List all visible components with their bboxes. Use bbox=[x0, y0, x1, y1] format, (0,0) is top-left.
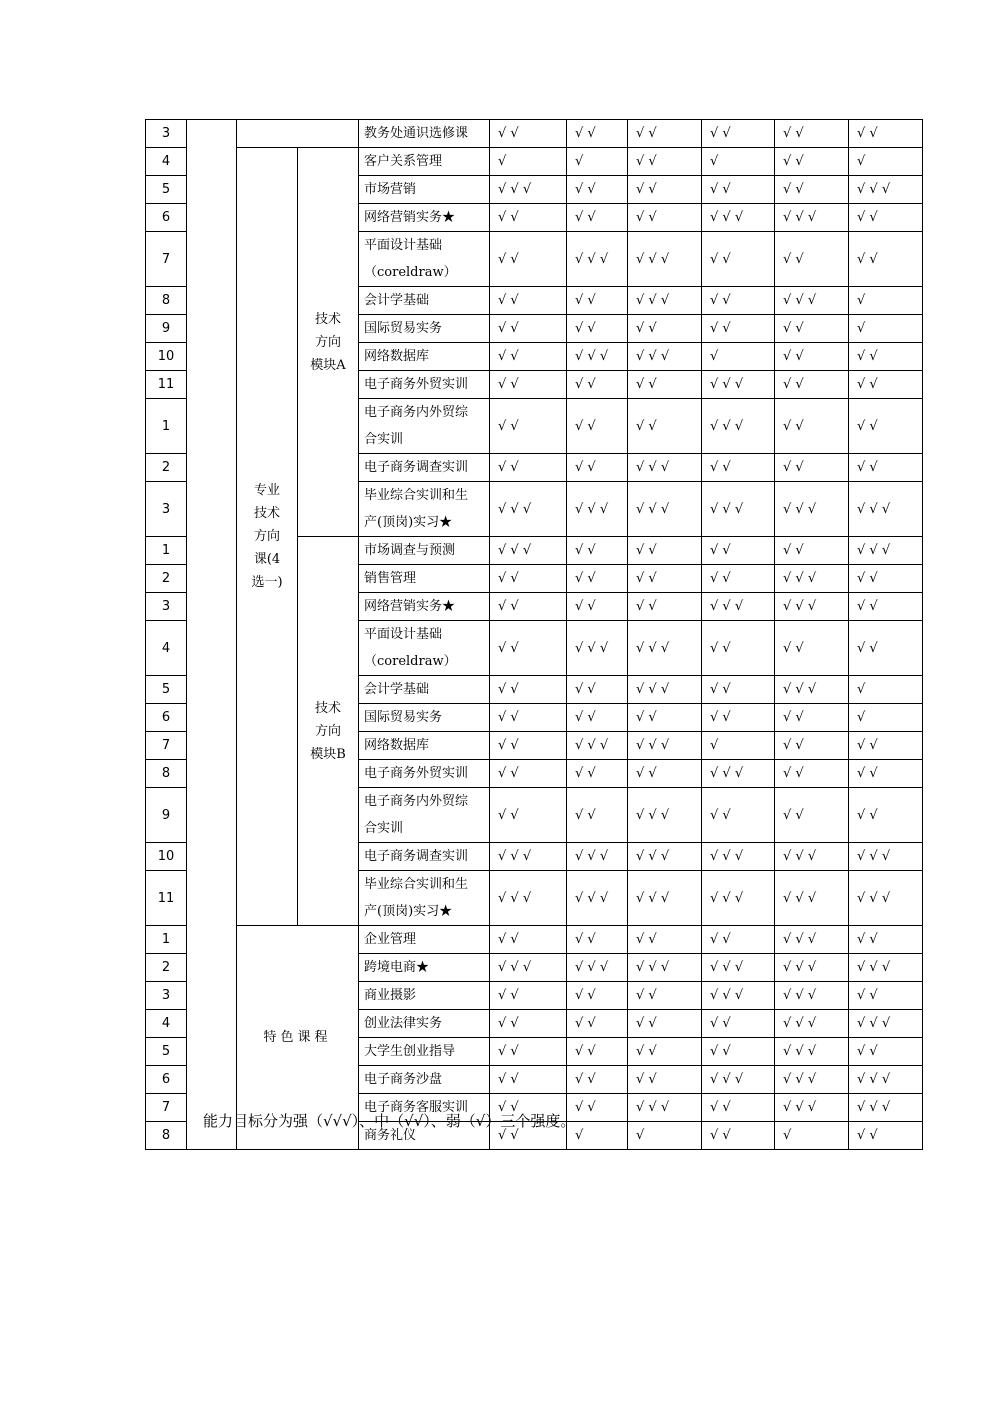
ability-mark-4: √ √ bbox=[702, 120, 775, 148]
row-number: 7 bbox=[146, 232, 187, 287]
ability-mark-3: √ √ √ bbox=[628, 732, 702, 760]
ability-mark-2: √ √ bbox=[567, 120, 628, 148]
ability-mark-5: √ √ √ bbox=[775, 565, 849, 593]
ability-mark-2: √ √ bbox=[567, 1094, 628, 1122]
course-name: 电子商务客服实训 bbox=[359, 1094, 490, 1122]
ability-mark-3: √ √ bbox=[628, 1010, 702, 1038]
ability-mark-4: √ √ √ bbox=[702, 482, 775, 537]
row-number: 7 bbox=[146, 732, 187, 760]
ability-mark-3: √ √ bbox=[628, 982, 702, 1010]
ability-mark-5: √ √ √ bbox=[775, 287, 849, 315]
ability-mark-2: √ √ √ bbox=[567, 621, 628, 676]
ability-mark-1: √ √ √ bbox=[490, 954, 567, 982]
ability-mark-3: √ √ √ bbox=[628, 621, 702, 676]
ability-mark-1: √ √ bbox=[490, 1038, 567, 1066]
ability-mark-4: √ bbox=[702, 148, 775, 176]
ability-mark-6: √ √ √ bbox=[849, 843, 923, 871]
row-number: 10 bbox=[146, 843, 187, 871]
ability-mark-5: √ √ √ bbox=[775, 482, 849, 537]
row-number: 11 bbox=[146, 371, 187, 399]
ability-mark-3: √ √ bbox=[628, 593, 702, 621]
course-name: 国际贸易实务 bbox=[359, 704, 490, 732]
ability-mark-3: √ √ √ bbox=[628, 843, 702, 871]
ability-mark-1: √ √ bbox=[490, 926, 567, 954]
footnote: 能力目标分为强（√√√）、中（√√）、弱（√）三个强度。 bbox=[203, 1112, 576, 1130]
ability-mark-5: √ √ bbox=[775, 315, 849, 343]
row-number: 1 bbox=[146, 926, 187, 954]
ability-mark-6: √ √ √ bbox=[849, 482, 923, 537]
ability-mark-1: √ √ bbox=[490, 565, 567, 593]
course-name: 平面设计基础 （coreldraw） bbox=[359, 232, 490, 287]
ability-mark-2: √ √ bbox=[567, 399, 628, 454]
ability-mark-3: √ √ √ bbox=[628, 454, 702, 482]
course-name: 毕业综合实训和生 产(顶岗)实习★ bbox=[359, 871, 490, 926]
ability-mark-1: √ √ √ bbox=[490, 871, 567, 926]
ability-mark-3: √ √ √ bbox=[628, 676, 702, 704]
ability-mark-3: √ √ bbox=[628, 120, 702, 148]
ability-mark-5: √ √ √ bbox=[775, 676, 849, 704]
row-number: 3 bbox=[146, 593, 187, 621]
ability-mark-2: √ √ bbox=[567, 315, 628, 343]
ability-mark-4: √ √ bbox=[702, 676, 775, 704]
ability-mark-1: √ √ bbox=[490, 621, 567, 676]
ability-mark-3: √ √ √ bbox=[628, 343, 702, 371]
ability-mark-2: √ √ bbox=[567, 676, 628, 704]
ability-mark-4: √ √ √ bbox=[702, 1066, 775, 1094]
ability-mark-3: √ bbox=[628, 1122, 702, 1150]
ability-mark-2: √ √ bbox=[567, 1066, 628, 1094]
ability-mark-5: √ √ √ bbox=[775, 926, 849, 954]
row-number: 8 bbox=[146, 287, 187, 315]
course-name: 毕业综合实训和生 产(顶岗)实习★ bbox=[359, 482, 490, 537]
ability-mark-5: √ √ bbox=[775, 704, 849, 732]
ability-mark-6: √ √ bbox=[849, 732, 923, 760]
ability-mark-1: √ √ bbox=[490, 760, 567, 788]
ability-mark-1: √ √ √ bbox=[490, 482, 567, 537]
ability-mark-1: √ √ bbox=[490, 371, 567, 399]
row-number: 6 bbox=[146, 704, 187, 732]
ability-mark-3: √ √ √ bbox=[628, 287, 702, 315]
row-number: 5 bbox=[146, 176, 187, 204]
course-name: 市场调查与预测 bbox=[359, 537, 490, 565]
ability-mark-6: √ √ √ bbox=[849, 1094, 923, 1122]
course-name: 商业摄影 bbox=[359, 982, 490, 1010]
ability-mark-3: √ √ √ bbox=[628, 482, 702, 537]
table-row bbox=[146, 926, 923, 954]
ability-mark-4: √ √ √ bbox=[702, 371, 775, 399]
ability-mark-4: √ √ √ bbox=[702, 982, 775, 1010]
ability-mark-3: √ √ bbox=[628, 148, 702, 176]
ability-mark-4: √ √ bbox=[702, 537, 775, 565]
ability-mark-5: √ √ bbox=[775, 454, 849, 482]
ability-mark-1: √ √ bbox=[490, 593, 567, 621]
ability-mark-4: √ √ bbox=[702, 621, 775, 676]
ability-mark-2: √ √ √ bbox=[567, 843, 628, 871]
course-name: 电子商务外贸实训 bbox=[359, 760, 490, 788]
ability-mark-6: √ √ bbox=[849, 982, 923, 1010]
ability-mark-3: √ √ bbox=[628, 399, 702, 454]
ability-mark-4: √ √ √ bbox=[702, 954, 775, 982]
ability-mark-6: √ √ √ bbox=[849, 176, 923, 204]
ability-mark-5: √ √ bbox=[775, 621, 849, 676]
ability-mark-1: √ √ bbox=[490, 399, 567, 454]
ability-mark-5: √ √ bbox=[775, 399, 849, 454]
ability-mark-3: √ √ √ bbox=[628, 1094, 702, 1122]
ability-mark-1: √ √ bbox=[490, 982, 567, 1010]
ability-mark-6: √ √ bbox=[849, 399, 923, 454]
course-name: 电子商务外贸实训 bbox=[359, 371, 490, 399]
ability-mark-5: √ √ bbox=[775, 176, 849, 204]
row-number: 3 bbox=[146, 120, 187, 148]
course-name: 电子商务内外贸综 合实训 bbox=[359, 788, 490, 843]
row-number: 3 bbox=[146, 982, 187, 1010]
ability-mark-6: √ bbox=[849, 315, 923, 343]
ability-mark-6: √ √ bbox=[849, 593, 923, 621]
ability-mark-4: √ √ bbox=[702, 1010, 775, 1038]
ability-mark-1: √ √ √ bbox=[490, 843, 567, 871]
ability-mark-4: √ √ √ bbox=[702, 871, 775, 926]
ability-mark-6: √ √ bbox=[849, 232, 923, 287]
ability-mark-2: √ √ √ bbox=[567, 232, 628, 287]
course-name: 客户关系管理 bbox=[359, 148, 490, 176]
module-a-label: 技术 方向 模块A bbox=[298, 148, 359, 537]
row-number: 3 bbox=[146, 482, 187, 537]
course-name: 网络数据库 bbox=[359, 343, 490, 371]
ability-mark-1: √ √ bbox=[490, 315, 567, 343]
category-column bbox=[187, 120, 237, 1150]
course-name: 市场营销 bbox=[359, 176, 490, 204]
ability-mark-4: √ √ √ bbox=[702, 399, 775, 454]
ability-mark-4: √ √ √ bbox=[702, 843, 775, 871]
ability-mark-1: √ √ bbox=[490, 1010, 567, 1038]
course-name: 平面设计基础 （coreldraw） bbox=[359, 621, 490, 676]
ability-mark-3: √ √ bbox=[628, 1066, 702, 1094]
ability-mark-2: √ √ bbox=[567, 1010, 628, 1038]
ability-mark-2: √ √ bbox=[567, 788, 628, 843]
ability-mark-4: √ √ √ bbox=[702, 204, 775, 232]
ability-mark-1: √ √ bbox=[490, 704, 567, 732]
ability-mark-5: √ √ bbox=[775, 371, 849, 399]
ability-mark-4: √ √ bbox=[702, 287, 775, 315]
course-name: 网络数据库 bbox=[359, 732, 490, 760]
course-name: 网络营销实务★ bbox=[359, 204, 490, 232]
course-name: 电子商务内外贸综 合实训 bbox=[359, 399, 490, 454]
course-name: 电子商务调查实训 bbox=[359, 843, 490, 871]
ability-mark-2: √ √ √ bbox=[567, 482, 628, 537]
row-number: 2 bbox=[146, 565, 187, 593]
feature-courses-label: 特色课程 bbox=[237, 926, 359, 1150]
ability-mark-6: √ √ √ bbox=[849, 871, 923, 926]
course-name: 销售管理 bbox=[359, 565, 490, 593]
ability-mark-6: √ bbox=[849, 676, 923, 704]
ability-mark-5: √ √ bbox=[775, 537, 849, 565]
ability-mark-5: √ √ √ bbox=[775, 204, 849, 232]
row-number: 7 bbox=[146, 1094, 187, 1122]
ability-mark-2: √ √ bbox=[567, 704, 628, 732]
matrix-body bbox=[146, 120, 923, 1150]
ability-mark-1: √ √ bbox=[490, 232, 567, 287]
row-number: 4 bbox=[146, 621, 187, 676]
row-number: 8 bbox=[146, 1122, 187, 1150]
row-number: 11 bbox=[146, 871, 187, 926]
ability-mark-6: √ √ bbox=[849, 565, 923, 593]
ability-mark-2: √ √ bbox=[567, 204, 628, 232]
course-ability-matrix bbox=[145, 119, 923, 1150]
general-group-cell bbox=[237, 120, 359, 148]
course-name: 国际贸易实务 bbox=[359, 315, 490, 343]
ability-mark-3: √ √ √ bbox=[628, 871, 702, 926]
table-row bbox=[146, 148, 923, 176]
ability-mark-4: √ √ √ bbox=[702, 593, 775, 621]
ability-mark-5: √ √ bbox=[775, 788, 849, 843]
course-name: 教务处通识选修课 bbox=[359, 120, 490, 148]
course-name: 电子商务调查实训 bbox=[359, 454, 490, 482]
course-name: 会计学基础 bbox=[359, 676, 490, 704]
row-number: 4 bbox=[146, 1010, 187, 1038]
ability-mark-1: √ √ bbox=[490, 732, 567, 760]
ability-mark-2: √ √ bbox=[567, 593, 628, 621]
ability-mark-5: √ √ √ bbox=[775, 1066, 849, 1094]
ability-mark-6: √ √ bbox=[849, 926, 923, 954]
ability-mark-1: √ √ bbox=[490, 676, 567, 704]
ability-mark-5: √ √ bbox=[775, 148, 849, 176]
ability-mark-5: √ √ √ bbox=[775, 982, 849, 1010]
ability-mark-3: √ √ bbox=[628, 926, 702, 954]
ability-mark-3: √ √ bbox=[628, 537, 702, 565]
ability-mark-2: √ √ √ bbox=[567, 732, 628, 760]
ability-mark-1: √ √ bbox=[490, 454, 567, 482]
ability-mark-6: √ √ √ bbox=[849, 1010, 923, 1038]
ability-mark-4: √ √ bbox=[702, 1094, 775, 1122]
ability-mark-2: √ √ bbox=[567, 537, 628, 565]
row-number: 6 bbox=[146, 1066, 187, 1094]
course-name: 跨境电商★ bbox=[359, 954, 490, 982]
ability-mark-4: √ √ bbox=[702, 1038, 775, 1066]
ability-mark-6: √ bbox=[849, 704, 923, 732]
ability-mark-5: √ √ √ bbox=[775, 843, 849, 871]
ability-mark-3: √ √ √ bbox=[628, 232, 702, 287]
ability-mark-1: √ √ √ bbox=[490, 537, 567, 565]
ability-mark-1: √ √ bbox=[490, 120, 567, 148]
ability-mark-3: √ √ bbox=[628, 760, 702, 788]
ability-mark-5: √ √ √ bbox=[775, 1094, 849, 1122]
ability-mark-2: √ √ bbox=[567, 982, 628, 1010]
ability-mark-5: √ √ bbox=[775, 760, 849, 788]
ability-mark-4: √ √ bbox=[702, 704, 775, 732]
course-name: 电子商务沙盘 bbox=[359, 1066, 490, 1094]
ability-mark-5: √ √ bbox=[775, 120, 849, 148]
ability-mark-6: √ √ bbox=[849, 204, 923, 232]
ability-mark-6: √ √ bbox=[849, 1038, 923, 1066]
course-name: 网络营销实务★ bbox=[359, 593, 490, 621]
ability-mark-3: √ √ bbox=[628, 565, 702, 593]
ability-mark-3: √ √ √ bbox=[628, 954, 702, 982]
course-name: 大学生创业指导 bbox=[359, 1038, 490, 1066]
ability-mark-2: √ √ √ bbox=[567, 954, 628, 982]
row-number: 1 bbox=[146, 399, 187, 454]
ability-mark-4: √ √ bbox=[702, 315, 775, 343]
ability-mark-5: √ √ √ bbox=[775, 593, 849, 621]
ability-mark-6: √ bbox=[849, 148, 923, 176]
ability-mark-5: √ √ √ bbox=[775, 954, 849, 982]
ability-mark-3: √ √ bbox=[628, 704, 702, 732]
ability-mark-1: √ √ √ bbox=[490, 176, 567, 204]
ability-mark-5: √ bbox=[775, 1122, 849, 1150]
row-number: 2 bbox=[146, 454, 187, 482]
ability-mark-4: √ bbox=[702, 343, 775, 371]
ability-mark-6: √ √ bbox=[849, 760, 923, 788]
ability-mark-5: √ √ bbox=[775, 732, 849, 760]
course-name: 企业管理 bbox=[359, 926, 490, 954]
professional-direction-label: 专业 技术 方向 课(4 选一) bbox=[237, 148, 298, 926]
course-name: 商务礼仪 bbox=[359, 1122, 490, 1150]
course-name: 创业法律实务 bbox=[359, 1010, 490, 1038]
ability-mark-4: √ √ √ bbox=[702, 760, 775, 788]
ability-mark-6: √ √ bbox=[849, 1122, 923, 1150]
row-number: 8 bbox=[146, 760, 187, 788]
ability-mark-2: √ √ √ bbox=[567, 343, 628, 371]
ability-mark-6: √ √ bbox=[849, 371, 923, 399]
ability-mark-4: √ √ bbox=[702, 176, 775, 204]
ability-mark-4: √ √ bbox=[702, 232, 775, 287]
ability-mark-6: √ √ √ bbox=[849, 1066, 923, 1094]
ability-mark-5: √ √ √ bbox=[775, 1010, 849, 1038]
row-number: 9 bbox=[146, 788, 187, 843]
ability-mark-3: √ √ bbox=[628, 176, 702, 204]
ability-mark-2: √ bbox=[567, 1122, 628, 1150]
ability-mark-2: √ bbox=[567, 148, 628, 176]
ability-mark-2: √ √ bbox=[567, 565, 628, 593]
ability-mark-2: √ √ bbox=[567, 454, 628, 482]
ability-mark-4: √ √ bbox=[702, 788, 775, 843]
row-number: 4 bbox=[146, 148, 187, 176]
ability-mark-4: √ √ bbox=[702, 565, 775, 593]
ability-mark-1: √ √ bbox=[490, 1066, 567, 1094]
ability-mark-5: √ √ √ bbox=[775, 871, 849, 926]
ability-mark-3: √ √ bbox=[628, 1038, 702, 1066]
ability-mark-6: √ √ √ bbox=[849, 537, 923, 565]
ability-mark-4: √ bbox=[702, 732, 775, 760]
ability-mark-1: √ bbox=[490, 148, 567, 176]
ability-mark-2: √ √ bbox=[567, 287, 628, 315]
ability-mark-5: √ √ bbox=[775, 232, 849, 287]
ability-mark-1: √ √ bbox=[490, 287, 567, 315]
table-row bbox=[146, 120, 923, 148]
row-number: 5 bbox=[146, 676, 187, 704]
ability-mark-5: √ √ bbox=[775, 343, 849, 371]
ability-mark-6: √ √ bbox=[849, 120, 923, 148]
ability-mark-3: √ √ bbox=[628, 371, 702, 399]
row-number: 6 bbox=[146, 204, 187, 232]
ability-mark-6: √ √ bbox=[849, 788, 923, 843]
ability-mark-3: √ √ bbox=[628, 315, 702, 343]
ability-mark-1: √ √ bbox=[490, 1122, 567, 1150]
ability-mark-2: √ √ bbox=[567, 176, 628, 204]
course-name: 会计学基础 bbox=[359, 287, 490, 315]
ability-mark-4: √ √ bbox=[702, 1122, 775, 1150]
row-number: 10 bbox=[146, 343, 187, 371]
ability-mark-1: √ √ bbox=[490, 1094, 567, 1122]
ability-mark-3: √ √ √ bbox=[628, 788, 702, 843]
ability-mark-4: √ √ bbox=[702, 926, 775, 954]
ability-mark-6: √ √ √ bbox=[849, 954, 923, 982]
module-b-label: 技术 方向 模块B bbox=[298, 537, 359, 926]
row-number: 1 bbox=[146, 537, 187, 565]
ability-mark-4: √ √ bbox=[702, 454, 775, 482]
ability-mark-6: √ bbox=[849, 287, 923, 315]
ability-mark-5: √ √ √ bbox=[775, 1038, 849, 1066]
row-number: 5 bbox=[146, 1038, 187, 1066]
ability-mark-2: √ √ bbox=[567, 760, 628, 788]
ability-mark-1: √ √ bbox=[490, 204, 567, 232]
row-number: 9 bbox=[146, 315, 187, 343]
ability-mark-6: √ √ bbox=[849, 343, 923, 371]
row-number: 2 bbox=[146, 954, 187, 982]
ability-mark-2: √ √ bbox=[567, 926, 628, 954]
ability-mark-1: √ √ bbox=[490, 343, 567, 371]
ability-mark-2: √ √ √ bbox=[567, 871, 628, 926]
ability-mark-6: √ √ bbox=[849, 621, 923, 676]
ability-mark-2: √ √ bbox=[567, 371, 628, 399]
ability-mark-6: √ √ bbox=[849, 454, 923, 482]
ability-mark-2: √ √ bbox=[567, 1038, 628, 1066]
ability-mark-3: √ √ bbox=[628, 204, 702, 232]
ability-mark-1: √ √ bbox=[490, 788, 567, 843]
